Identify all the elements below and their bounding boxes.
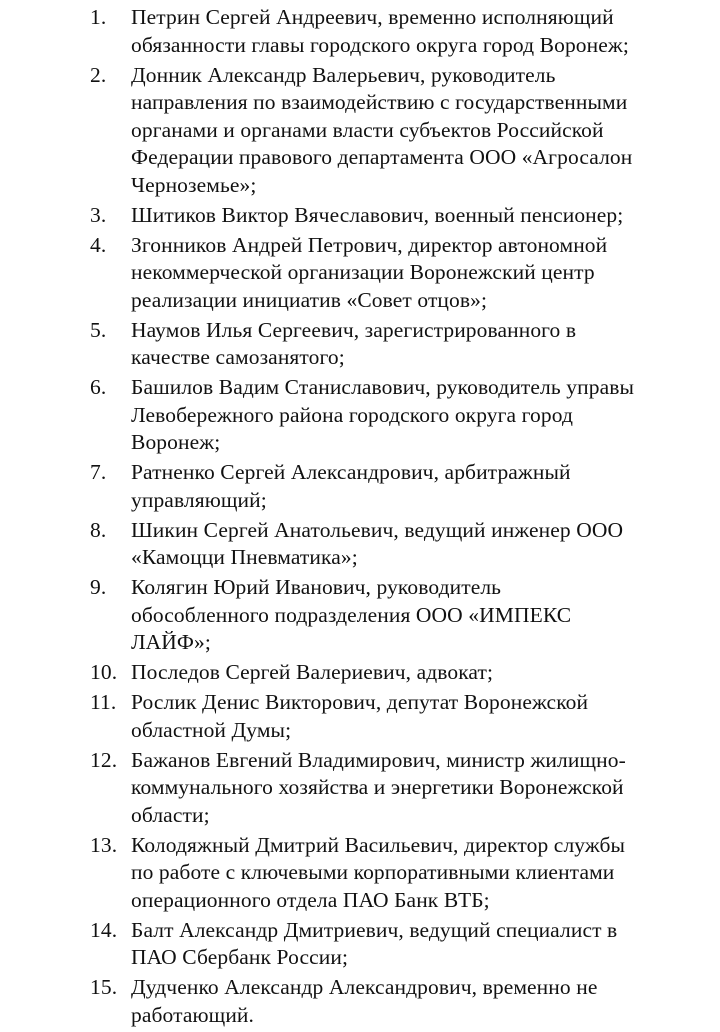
list-item-number: 3. — [90, 202, 107, 227]
list-item-number: 12. — [90, 747, 118, 772]
list-item — [0, 747, 720, 830]
list-item-text: Дудченко Александр Александрович, временно не работающий. — [131, 975, 598, 1027]
list-item-number: 5. — [90, 317, 107, 342]
list-item — [0, 689, 720, 744]
list-item-number: 11. — [90, 690, 117, 714]
list-item — [0, 317, 720, 372]
list-item-text: Рослик Денис Викторович, депутат Воронежской областной Думы; — [131, 690, 589, 742]
list-item-text: Згонников Андрей Петрович, директор автономной некоммерческой организации Воронежский центр реализации инициатив «Совет отцов»; — [131, 232, 608, 312]
list-item-text: Донник Александр Валерьевич, руководитель направления по взаимодействию с государственными органами и органами власти субъектов Российской Федерации правового департамента ООО «Агросалон Черноземье»; — [131, 62, 633, 197]
list-item — [0, 574, 720, 657]
list-item — [0, 374, 720, 457]
list-item-text: Шикин Сергей Анатольевич, ведущий инженер ООО «Камоцци Пневматика»; — [131, 517, 624, 569]
list-item — [0, 232, 720, 315]
list-item-text: Колодяжный Дмитрий Васильевич, директор службы по работе с ключевыми корпоративными клиентами операционного отдела ПАО Банк ВТБ; — [131, 832, 626, 912]
list-item — [0, 517, 720, 572]
list-item-number: 6. — [90, 375, 107, 399]
list-item-text: Башилов Вадим Станиславович, руководитель управы Левобережного района городского округа город Воронеж; — [131, 375, 635, 454]
list-item-text: Наумов Илья Сергеевич, зарегистрированного в качестве самозанятого; — [131, 317, 577, 369]
list-item-number: 8. — [90, 517, 107, 542]
list-item — [0, 62, 720, 200]
list-item-text: Последов Сергей Валериевич, адвокат; — [131, 660, 494, 684]
list-item-number: 15. — [90, 975, 118, 999]
list-item-number: 9. — [90, 575, 107, 599]
list-item-number: 10. — [90, 660, 118, 684]
list-item-number: 2. — [90, 62, 107, 87]
list-item-text: Ратненко Сергей Александрович, арбитражный управляющий; — [131, 460, 571, 512]
list-item-text: Колягин Юрий Иванович, руководитель обособленного подразделения ООО «ИМПЕКС ЛАЙФ»; — [131, 575, 572, 654]
list-item — [0, 459, 720, 514]
list-item-number: 1. — [90, 5, 107, 29]
list-item — [0, 4, 720, 59]
numbered-list — [0, 4, 720, 1032]
list-item — [0, 202, 720, 230]
list-item-number: 13. — [90, 832, 118, 857]
list-item — [0, 832, 720, 915]
list-item — [0, 659, 720, 687]
list-item — [0, 917, 720, 972]
list-item-text: Шитиков Виктор Вячеславович, военный пенсионер; — [131, 202, 624, 227]
list-item-number: 14. — [90, 917, 118, 942]
list-item — [0, 974, 720, 1029]
list-item-text: Петрин Сергей Андреевич, временно исполняющий обязанности главы городского округа город Воронеж; — [131, 5, 629, 57]
list-item-text: Балт Александр Дмитриевич, ведущий специалист в ПАО Сбербанк России; — [131, 917, 618, 969]
list-item-text: Бажанов Евгений Владимирович, министр жилищно- коммунального хозяйства и энергетики Воронежской области; — [131, 747, 626, 827]
list-item-number: 7. — [90, 460, 107, 484]
list-item-number: 4. — [90, 232, 107, 257]
